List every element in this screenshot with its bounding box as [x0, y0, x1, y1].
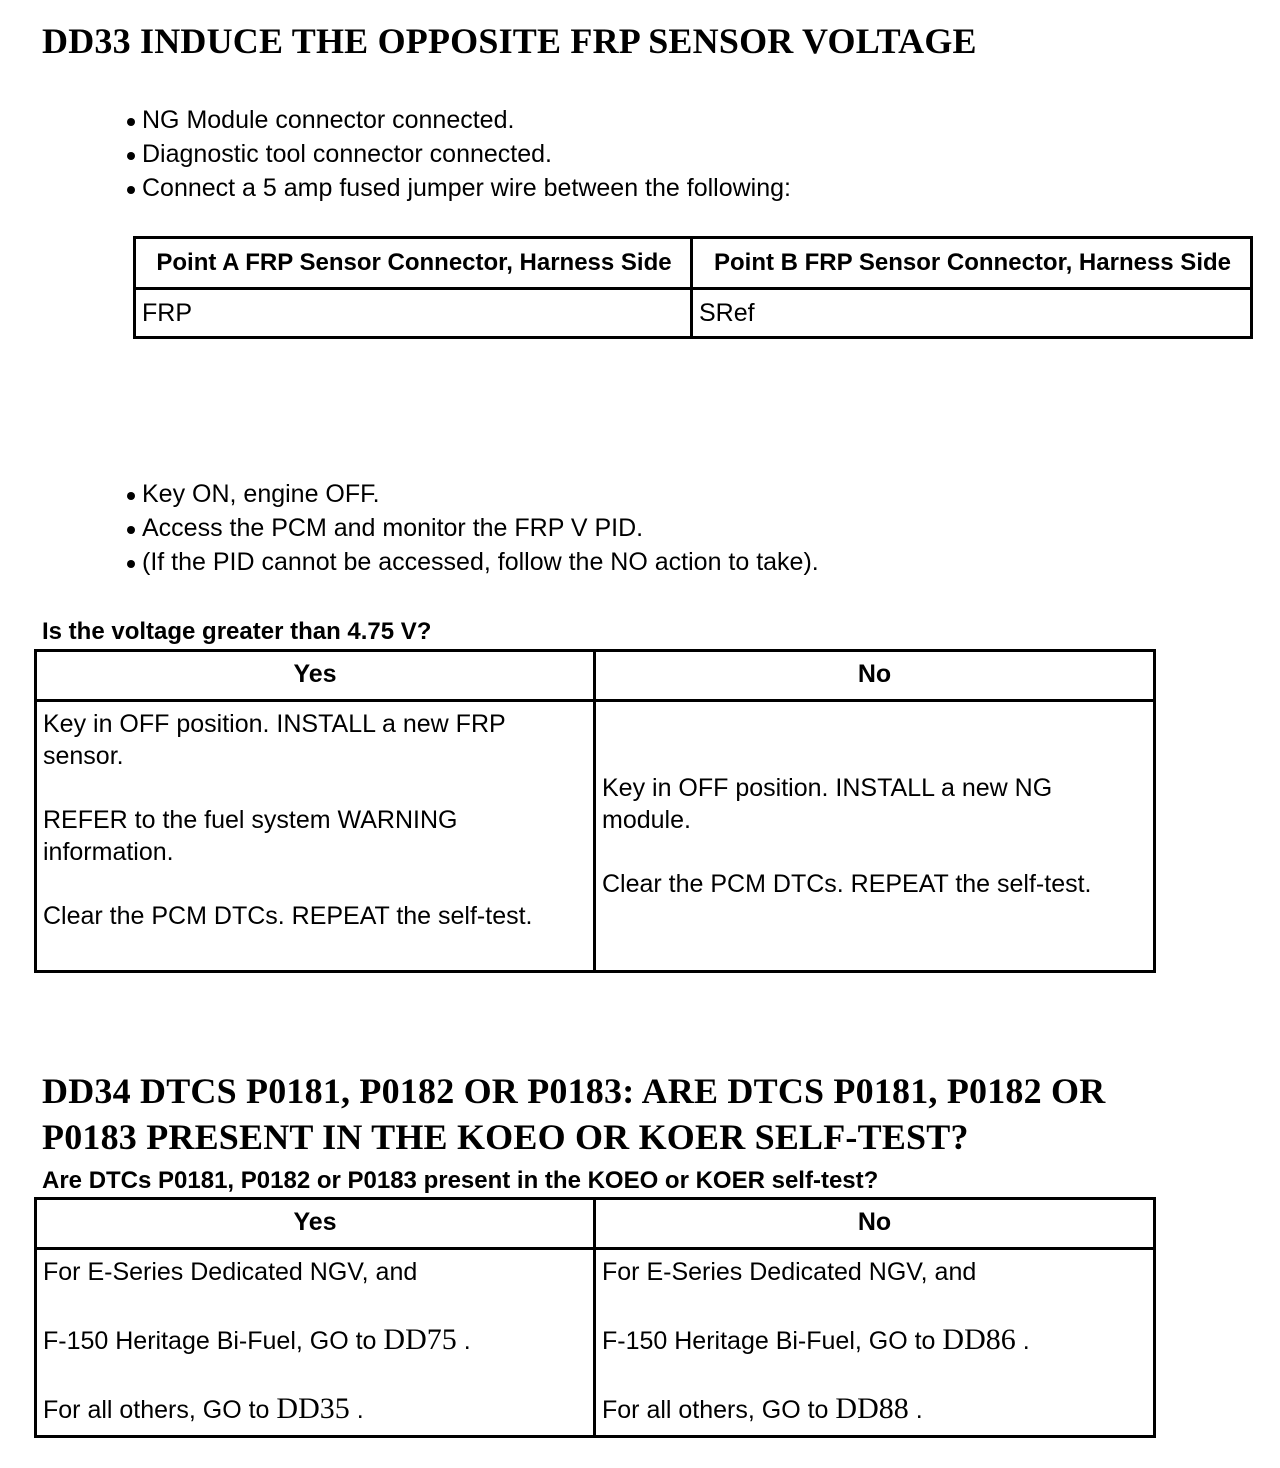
- yes-action-cell: [36, 1249, 595, 1437]
- action-line: For E-Series Dedicated NGV, and: [43, 1258, 418, 1286]
- dd34-question: Are DTCs P0181, P0182 or P0183 present in the KOEO or KOER self-test?: [42, 1167, 879, 1194]
- list-item: (If the PID cannot be accessed, follow the NO action to take).: [124, 545, 819, 579]
- link-dd88[interactable]: DD88: [835, 1392, 909, 1425]
- list-item: NG Module connector connected.: [124, 103, 791, 137]
- link-dd35[interactable]: DD35: [276, 1392, 350, 1425]
- yes-action-cell: [36, 701, 595, 972]
- point-b-header: Point B FRP Sensor Connector, Harness Side: [692, 238, 1252, 289]
- action-line: For all others, GO to DD88 .: [602, 1392, 923, 1425]
- no-action-cell: [595, 1249, 1155, 1437]
- yes-action-step: Clear the PCM DTCs. REPEAT the self-test.: [43, 902, 533, 930]
- action-line: F-150 Heritage Bi-Fuel, GO to DD86 .: [602, 1323, 1030, 1356]
- link-dd86[interactable]: DD86: [942, 1323, 1016, 1356]
- yes-header: Yes: [36, 1199, 595, 1249]
- no-header: No: [595, 651, 1155, 701]
- dd34-title: [42, 1068, 1105, 1160]
- dd34-title-line: P0183 PRESENT IN THE KOEO OR KOER SELF-TEST?: [42, 1117, 969, 1157]
- no-action-step: Clear the PCM DTCs. REPEAT the self-test.: [602, 870, 1092, 898]
- dd34-title-line: DD34 DTCS P0181, P0182 OR P0183: ARE DTCS P0181, P0182 OR: [42, 1071, 1106, 1111]
- yes-action-step: Key in OFF position. INSTALL a new FRP sensor.: [43, 710, 506, 770]
- list-item: Connect a 5 amp fused jumper wire between the following:: [124, 171, 791, 205]
- list-item: Access the PCM and monitor the FRP V PID.: [124, 511, 819, 545]
- list-item: Diagnostic tool connector connected.: [124, 137, 791, 171]
- list-item: Key ON, engine OFF.: [124, 477, 819, 511]
- link-dd75[interactable]: DD75: [383, 1323, 457, 1356]
- yes-action-step: REFER to the fuel system WARNING information.: [43, 806, 458, 866]
- dd34-yes-no-table: [34, 1197, 1156, 1438]
- action-line: For E-Series Dedicated NGV, and: [602, 1258, 977, 1286]
- yes-header: Yes: [36, 651, 595, 701]
- jumper-table: [133, 236, 1253, 339]
- action-line: For all others, GO to DD35 .: [43, 1392, 364, 1425]
- dd33-yes-no-table: [34, 649, 1156, 973]
- dd33-title: DD33 INDUCE THE OPPOSITE FRP SENSOR VOLTAGE: [42, 21, 977, 61]
- point-a-header: Point A FRP Sensor Connector, Harness Side: [135, 238, 692, 289]
- no-header: No: [595, 1199, 1155, 1249]
- action-line: F-150 Heritage Bi-Fuel, GO to DD75 .: [43, 1323, 471, 1356]
- test-bullet-list: [124, 477, 819, 579]
- point-a-value: FRP: [135, 289, 692, 338]
- point-b-value: SRef: [692, 289, 1252, 338]
- no-action-step: Key in OFF position. INSTALL a new NG module.: [602, 774, 1053, 834]
- setup-bullet-list: [124, 103, 791, 205]
- dd33-question: Is the voltage greater than 4.75 V?: [42, 618, 432, 645]
- no-action-cell: [595, 701, 1155, 972]
